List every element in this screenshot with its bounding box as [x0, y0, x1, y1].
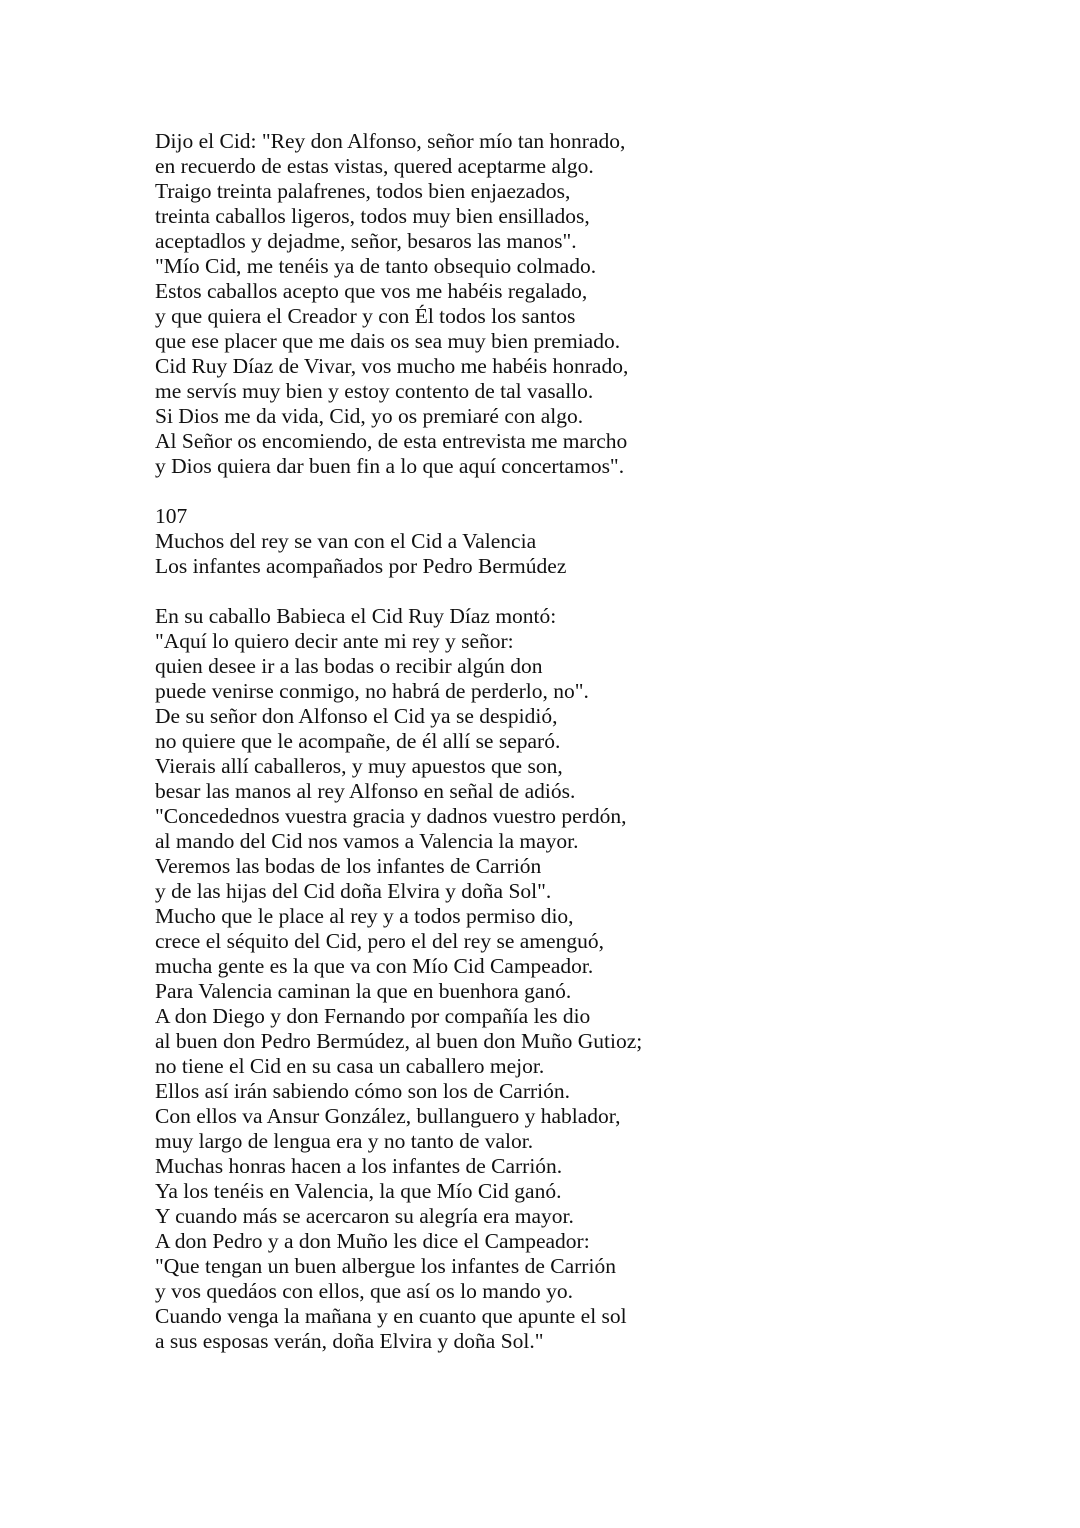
verse-line: mucha gente es la que va con Mío Cid Campeador.	[155, 954, 594, 978]
verse-line: Y cuando más se acercaron su alegría era mayor.	[155, 1204, 574, 1228]
verse-line: Mucho que le place al rey y a todos permiso dio,	[155, 904, 574, 928]
verse-line: aceptadlos y dejadme, señor, besaros las manos".	[155, 229, 577, 253]
verse-line: quien desee ir a las bodas o recibir algún don	[155, 654, 543, 678]
verse-line: Veremos las bodas de los infantes de Carrión	[155, 854, 542, 878]
stanza-2	[155, 604, 1035, 1354]
verse-line: "Concedednos vuestra gracia y dadnos vuestro perdón,	[155, 804, 627, 828]
verse-line: me servís muy bien y estoy contento de tal vasallo.	[155, 379, 594, 403]
verse-line: Dijo el Cid: "Rey don Alfonso, señor mío tan honrado,	[155, 129, 626, 153]
verse-line: "Mío Cid, me tenéis ya de tanto obsequio colmado.	[155, 254, 597, 278]
verse-line: y de las hijas del Cid doña Elvira y doña Sol".	[155, 879, 552, 903]
verse-line: Al Señor os encomiendo, de esta entrevista me marcho	[155, 429, 628, 453]
section-subtitle: Los infantes acompañados por Pedro Bermúdez	[155, 554, 567, 578]
section-heading	[155, 504, 1035, 579]
stanza-gap	[155, 479, 1035, 504]
verse-line: al mando del Cid nos vamos a Valencia la mayor.	[155, 829, 579, 853]
verse-line: que ese placer que me dais os sea muy bien premiado.	[155, 329, 621, 353]
verse-line: A don Pedro y a don Muño les dice el Campeador:	[155, 1229, 590, 1253]
verse-line: "Aquí lo quiero decir ante mi rey y señor:	[155, 629, 514, 653]
verse-line: De su señor don Alfonso el Cid ya se despidió,	[155, 704, 558, 728]
verse-line: Para Valencia caminan la que en buenhora ganó.	[155, 979, 572, 1003]
verse-line: Si Dios me da vida, Cid, yo os premiaré con algo.	[155, 404, 584, 428]
verse-line: al buen don Pedro Bermúdez, al buen don Muño Gutioz;	[155, 1029, 643, 1053]
verse-line: Cuando venga la mañana y en cuanto que apunte el sol	[155, 1304, 627, 1328]
verse-line: en recuerdo de estas vistas, quered aceptarme algo.	[155, 154, 594, 178]
verse-line: Estos caballos acepto que vos me habéis regalado,	[155, 279, 588, 303]
verse-line: Traigo treinta palafrenes, todos bien enjaezados,	[155, 179, 571, 203]
verse-line: no tiene el Cid en su casa un caballero mejor.	[155, 1054, 545, 1078]
verse-line: Ya los tenéis en Valencia, la que Mío Cid ganó.	[155, 1179, 562, 1203]
document-page	[155, 129, 1035, 1354]
verse-line: a sus esposas verán, doña Elvira y doña Sol."	[155, 1329, 544, 1353]
section-title: Muchos del rey se van con el Cid a Valencia	[155, 529, 537, 553]
verse-line: Cid Ruy Díaz de Vivar, vos mucho me habéis honrado,	[155, 354, 629, 378]
verse-line: Muchas honras hacen a los infantes de Carrión.	[155, 1154, 563, 1178]
verse-line: puede venirse conmigo, no habrá de perderlo, no".	[155, 679, 589, 703]
verse-line: crece el séquito del Cid, pero el del rey se amenguó,	[155, 929, 604, 953]
verse-line: y Dios quiera dar buen fin a lo que aquí concertamos".	[155, 454, 625, 478]
stanza-gap	[155, 579, 1035, 604]
verse-line: y vos quedáos con ellos, que así os lo mando yo.	[155, 1279, 574, 1303]
verse-line: no quiere que le acompañe, de él allí se separó.	[155, 729, 561, 753]
verse-line: Con ellos va Ansur González, bullanguero y hablador,	[155, 1104, 621, 1128]
verse-line: muy largo de lengua era y no tanto de valor.	[155, 1129, 534, 1153]
verse-line: treinta caballos ligeros, todos muy bien ensillados,	[155, 204, 590, 228]
stanza-1	[155, 129, 1035, 479]
section-number: 107	[155, 504, 188, 528]
verse-line: "Que tengan un buen albergue los infantes de Carrión	[155, 1254, 616, 1278]
verse-line: A don Diego y don Fernando por compañía les dio	[155, 1004, 591, 1028]
verse-line: Vierais allí caballeros, y muy apuestos que son,	[155, 754, 563, 778]
verse-line: y que quiera el Creador y con Él todos los santos	[155, 304, 576, 328]
verse-line: besar las manos al rey Alfonso en señal de adiós.	[155, 779, 576, 803]
verse-line: En su caballo Babieca el Cid Ruy Díaz montó:	[155, 604, 557, 628]
verse-line: Ellos así irán sabiendo cómo son los de Carrión.	[155, 1079, 570, 1103]
